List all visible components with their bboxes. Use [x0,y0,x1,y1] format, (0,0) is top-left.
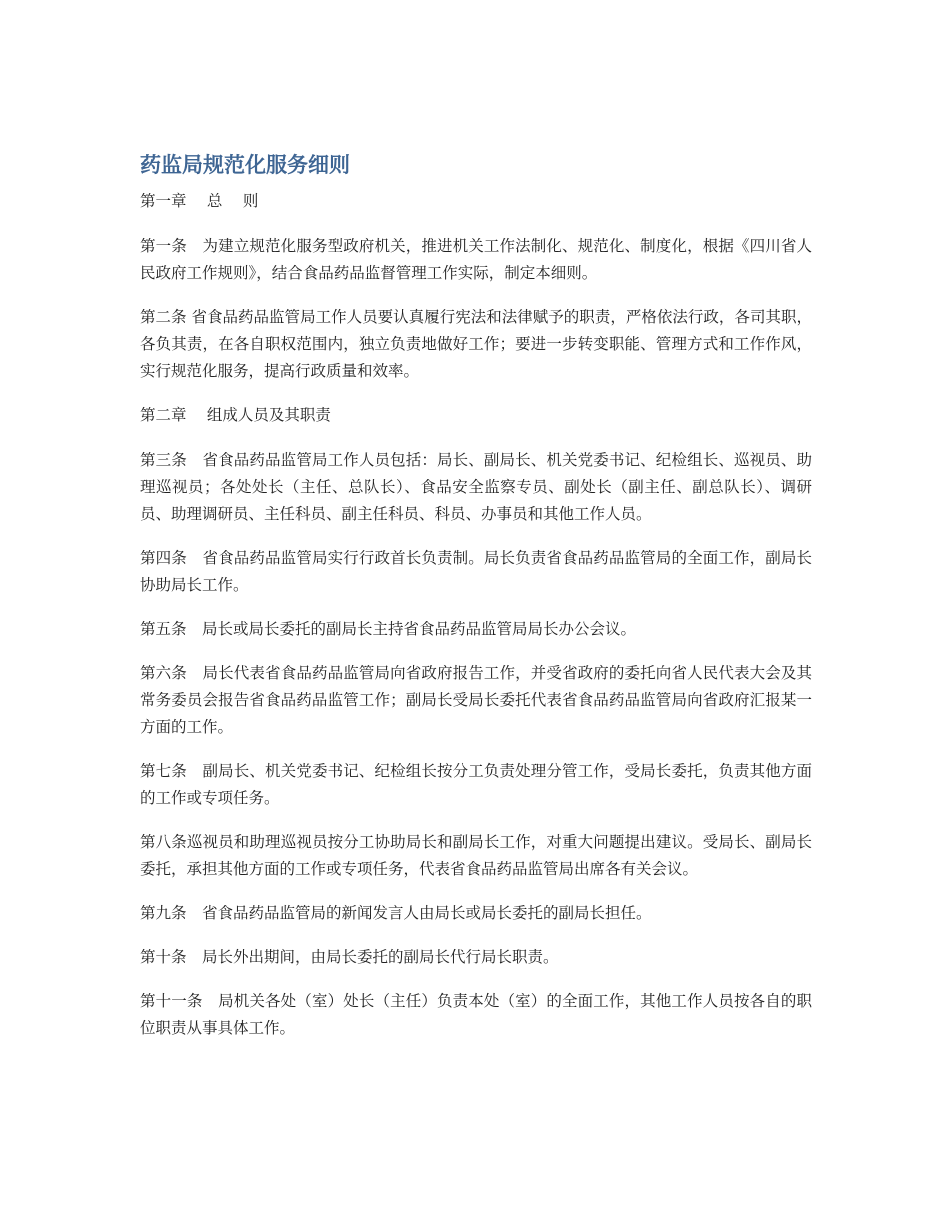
article-number: 第五条 [140,620,203,638]
article-3 [140,447,812,528]
article-number: 第十条 [140,948,203,966]
chapter-heading-2: 第二章 组成人员及其职责 [140,406,331,424]
article-number: 第一条 [140,237,203,255]
article-6 [140,660,812,741]
article-number: 第八条 [140,833,187,851]
article-number: 第六条 [140,664,203,682]
article-text: 局机关各处（室）处长（主任）负责本处（室）的全面工作，其他工作人员按各自的职位职责从事具体工作。 [140,992,812,1037]
article-11 [140,988,812,1042]
article-number: 第三条 [140,451,203,469]
article-2 [140,304,812,385]
article-text: 局长或局长委托的副局长主持省食品药品监管局局长办公会议。 [202,620,637,638]
document-title: 药监局规范化服务细则 [140,153,350,177]
article-text: 副局长、机关党委书记、纪检组长按分工负责处理分管工作，受局长委托，负责其他方面的工作或专项任务。 [140,762,812,807]
article-text: 省食品药品监管局工作人员包括：局长、副局长、机关党委书记、纪检组长、巡视员、助理巡视员；各处处长（主任、总队长）、食品安全监察专员、副处长（副主任、副总队长）、调研员、助理调研员、主任科员、副主任科员、科员、办事员和其他工作人员。 [140,451,812,523]
article-number: 第四条 [140,549,203,567]
article-number: 第七条 [140,762,203,780]
article-4 [140,545,812,599]
article-5 [140,616,812,643]
article-number: 第二条 [140,308,192,326]
article-number: 第十一条 [140,992,219,1010]
article-text: 省食品药品监管局的新闻发言人由局长或局长委托的副局长担任。 [202,904,652,922]
article-text: 局长外出期间，由局长委托的副局长代行局长职责。 [202,948,559,966]
article-7 [140,758,812,812]
article-text: 巡视员和助理巡视员按分工协助局长和副局长工作，对重大问题提出建议。受局长、副局长委托，承担其他方面的工作或专项任务，代表省食品药品监管局出席各有关会议。 [140,833,812,878]
article-text: 为建立规范化服务型政府机关，推进机关工作法制化、规范化、制度化，根据《四川省人民政府工作规则》，结合食品药品监督管理工作实际，制定本细则。 [140,237,812,282]
article-9 [140,900,812,927]
article-text: 省食品药品监管局工作人员要认真履行宪法和法律赋予的职责，严格依法行政，各司其职，各负其责，在各自职权范围内，独立负责地做好工作；要进一步转变职能、管理方式和工作作风，实行规范化服务，提高行政质量和效率。 [140,308,812,380]
article-10 [140,944,812,971]
article-text: 省食品药品监管局实行行政首长负责制。局长负责省食品药品监管局的全面工作，副局长协助局长工作。 [140,549,812,594]
chapter-heading-1: 第一章 总 则 [140,192,259,210]
article-number: 第九条 [140,904,203,922]
article-1 [140,233,812,287]
article-text: 局长代表省食品药品监管局向省政府报告工作，并受省政府的委托向省人民代表大会及其常务委员会报告省食品药品监管工作；副局长受局长委托代表省食品药品监管局向省政府汇报某一方面的工作。 [140,664,812,736]
article-8 [140,829,812,883]
document-page [140,150,812,1059]
